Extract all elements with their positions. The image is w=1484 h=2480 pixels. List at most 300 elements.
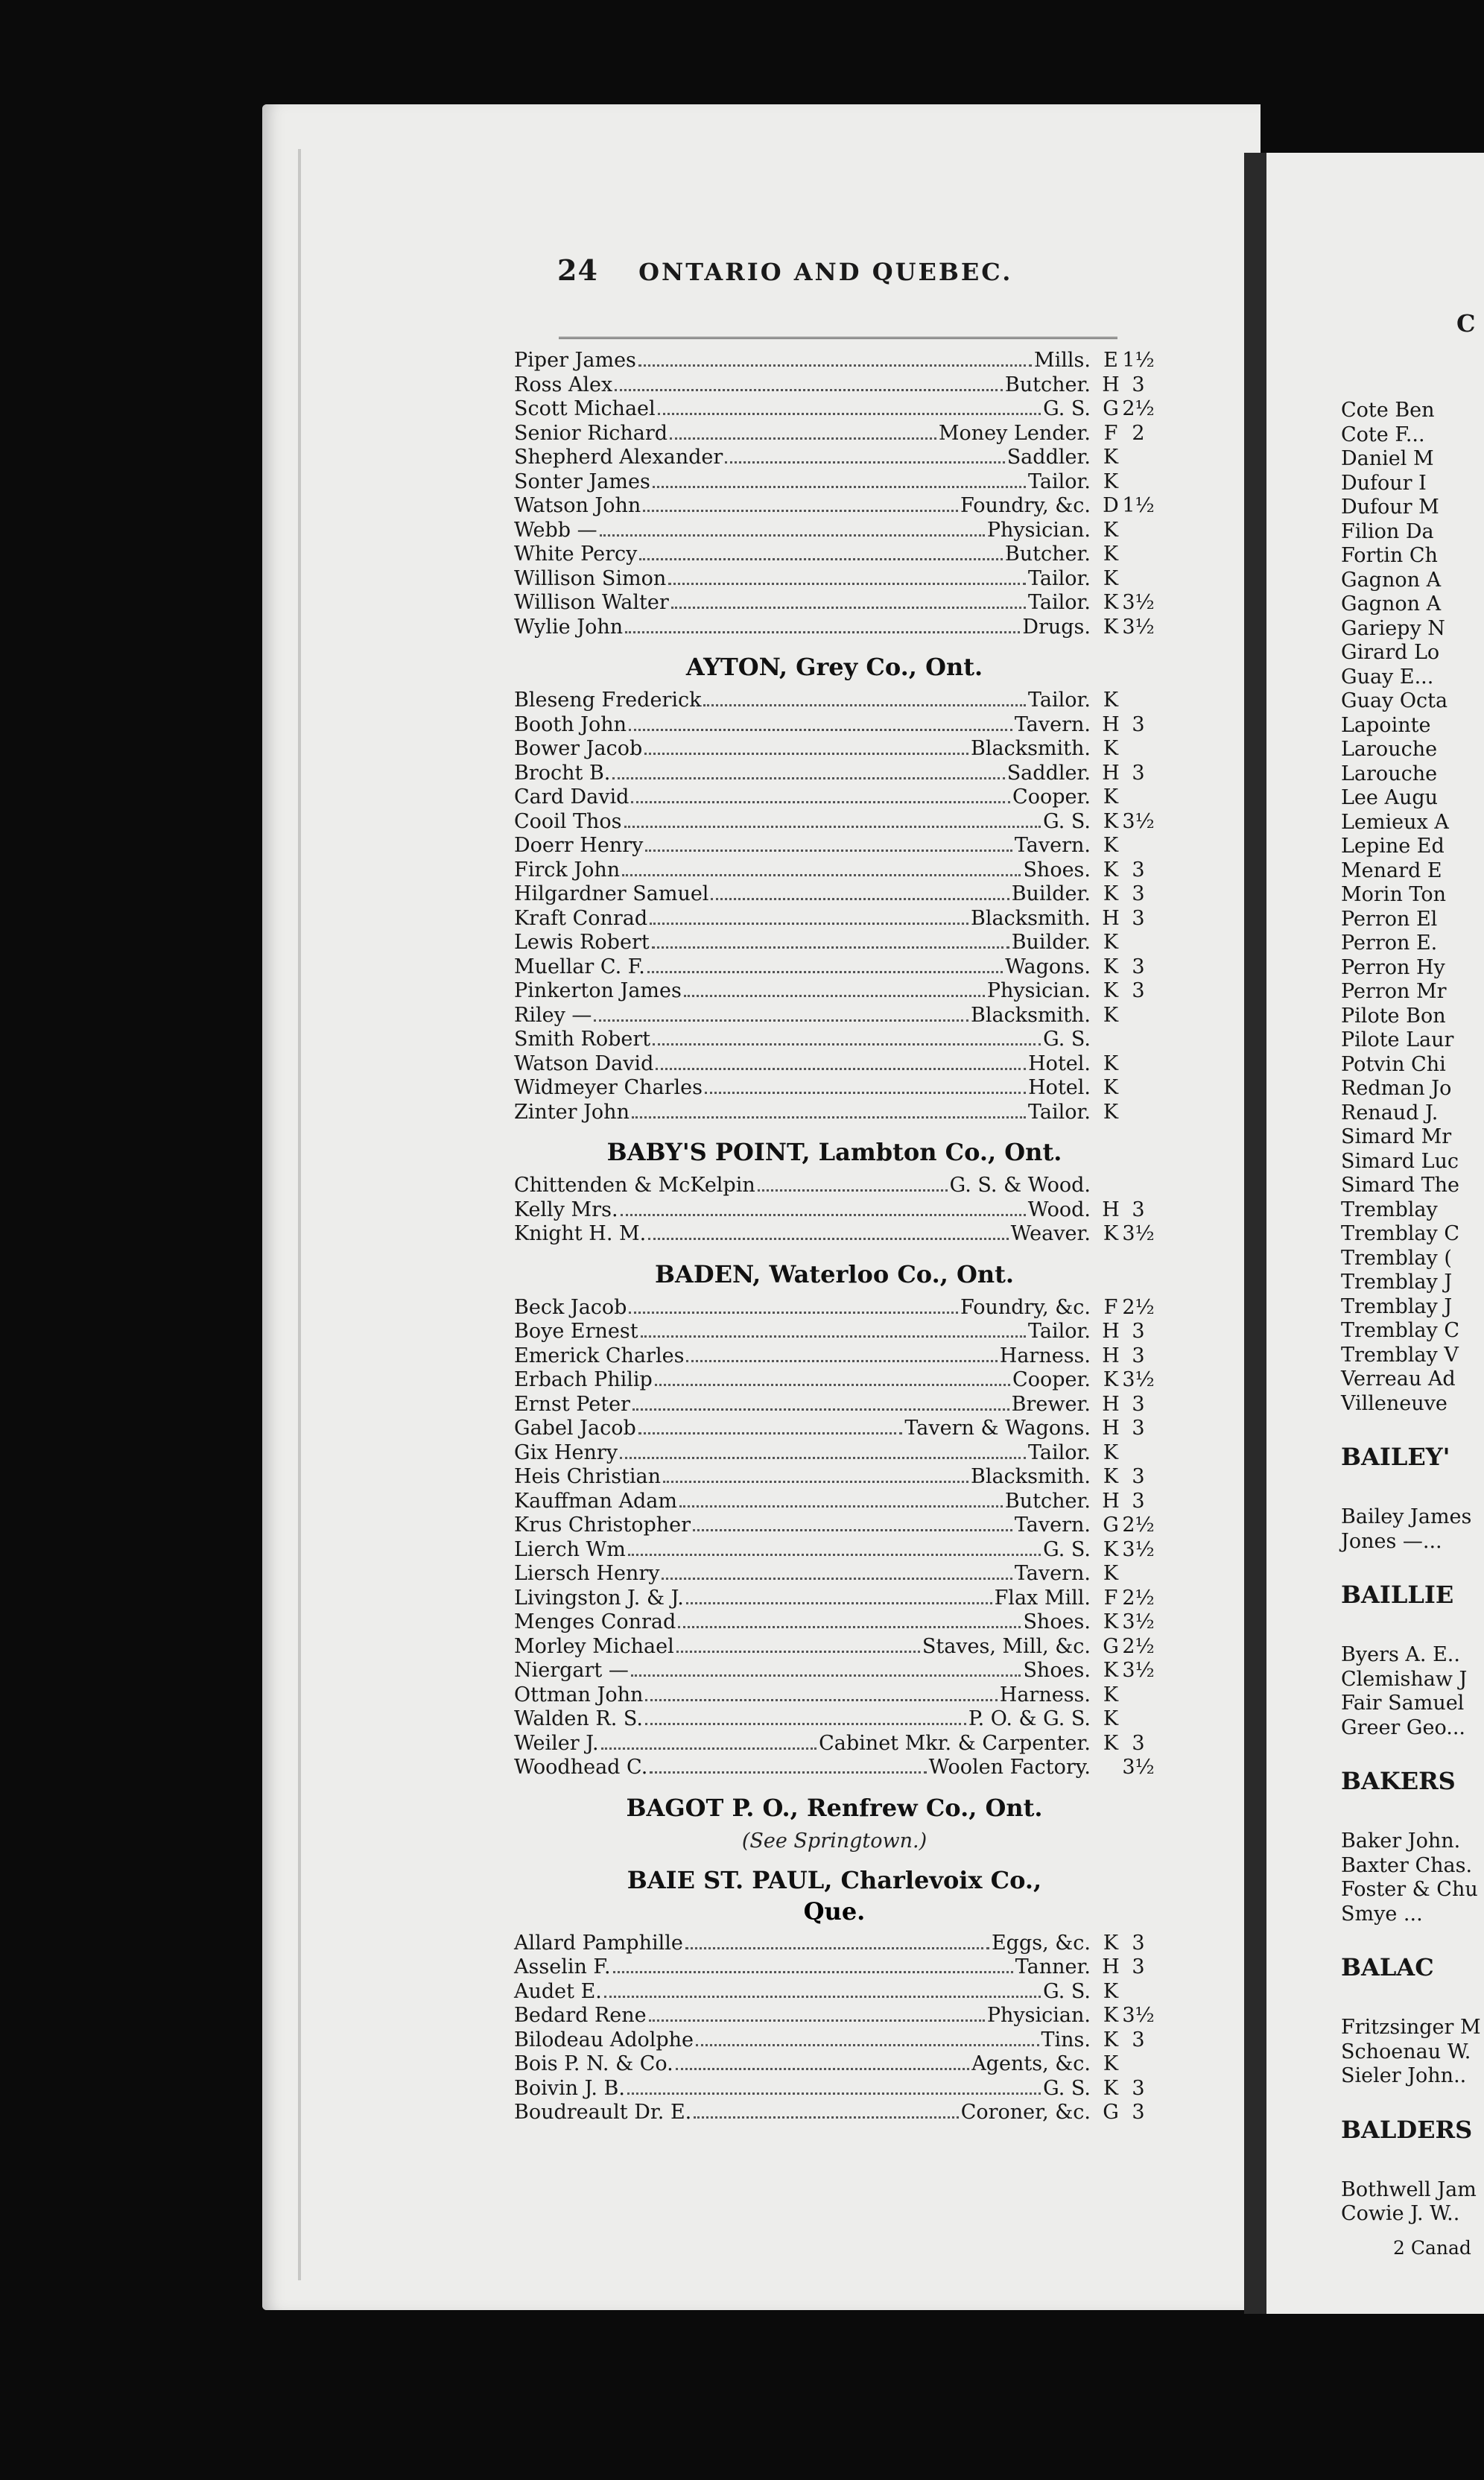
right-entry-fragment: Cote F... xyxy=(1341,423,1425,446)
directory-entry xyxy=(514,1610,1155,1635)
leader-dots xyxy=(686,1360,997,1362)
leader-dots xyxy=(703,704,1025,706)
town-name: BAIE ST. PAUL, xyxy=(627,1865,833,1894)
entry-credit: 1½ xyxy=(1122,494,1155,517)
entry-occupation: Flax Mill. xyxy=(994,1586,1091,1610)
entry-rating: F xyxy=(1103,1295,1118,1319)
leader-dots xyxy=(653,1043,1041,1046)
directory-entry xyxy=(514,1441,1155,1466)
leader-dots xyxy=(641,1335,1026,1338)
right-entry-fragment: Larouche xyxy=(1341,738,1438,761)
entry-occupation: G. S. xyxy=(1043,809,1091,833)
right-entry-fragment: Larouche xyxy=(1341,762,1438,785)
entry-name: Watson John xyxy=(514,494,641,517)
entry-name: Boye Ernest xyxy=(514,1320,638,1343)
entry-name: Boivin J. B. xyxy=(514,2076,625,2100)
entry-name: Asselin F. xyxy=(514,1955,611,1978)
entry-credit: 3 xyxy=(1132,373,1145,396)
entry-name: Card David xyxy=(514,785,630,809)
leader-dots xyxy=(613,1971,1013,1973)
entry-credit: 3½ xyxy=(1122,1756,1155,1779)
leader-dots xyxy=(686,1602,992,1604)
right-entry-fragment: Menard E xyxy=(1341,858,1442,882)
entry-name: Watson David xyxy=(514,1051,654,1075)
right-entry-fragment: Morin Ton xyxy=(1341,883,1446,906)
directory-entry xyxy=(514,1732,1155,1756)
entry-name: Smith Robert xyxy=(514,1028,651,1051)
leader-dots xyxy=(594,1019,968,1022)
directory-entry xyxy=(514,1368,1155,1393)
right-entry-fragment: Perron E. xyxy=(1341,931,1438,955)
directory-entry xyxy=(514,1707,1155,1732)
entry-name: Boudreault Dr. E. xyxy=(514,2101,692,2124)
entry-rating: H xyxy=(1102,1198,1120,1221)
leader-dots xyxy=(627,2092,1041,2095)
entry-occupation: Foundry, &c. xyxy=(960,494,1091,517)
entry-occupation: Tavern. xyxy=(1014,834,1091,857)
entry-name: Weiler J. xyxy=(514,1731,599,1755)
right-entry-fragment: Simard Luc xyxy=(1341,1149,1459,1173)
entry-rating: H xyxy=(1102,1344,1120,1367)
leader-dots xyxy=(645,1699,997,1701)
directory-entry xyxy=(514,1222,1155,1247)
leader-dots xyxy=(650,923,968,925)
entry-credit: 3 xyxy=(1132,1931,1145,1955)
right-entry-fragment: Pilote Bon xyxy=(1341,1004,1446,1028)
entry-name: Widmeyer Charles xyxy=(514,1076,703,1099)
entry-rating: K xyxy=(1103,446,1119,469)
right-entry-fragment: Fortin Ch xyxy=(1341,544,1438,567)
entry-occupation: Harness. xyxy=(999,1683,1091,1706)
directory-entry xyxy=(514,349,1155,373)
right-entry-fragment: Baxter Chas. xyxy=(1341,1853,1473,1877)
directory-entry xyxy=(514,1344,1155,1369)
directory-entry xyxy=(514,834,1155,858)
entry-credit: 3½ xyxy=(1122,1659,1155,1682)
directory-entry xyxy=(514,689,1155,713)
entry-name: Kauffman Adam xyxy=(514,1489,677,1513)
leader-dots xyxy=(601,1747,817,1750)
right-entry-fragment: Tremblay C xyxy=(1341,1319,1460,1342)
town-name: BAGOT P. O., xyxy=(626,1793,799,1822)
leader-dots xyxy=(620,1457,1026,1459)
directory-entry xyxy=(514,1683,1155,1708)
entry-rating: K xyxy=(1103,1100,1119,1124)
entry-name: Firck John xyxy=(514,858,621,882)
directory-entry xyxy=(514,955,1155,980)
right-entry-fragment: Renaud J. xyxy=(1341,1101,1439,1124)
entry-occupation: Mills. xyxy=(1034,349,1091,372)
directory-entry xyxy=(514,1538,1155,1563)
leader-dots xyxy=(663,1481,968,1483)
entry-rating: K xyxy=(1103,542,1119,566)
directory-entry xyxy=(514,1932,1155,1956)
directory-entry xyxy=(514,931,1155,955)
directory-entry xyxy=(514,858,1155,883)
entry-rating: F xyxy=(1103,421,1118,445)
right-entry-fragment: Perron El xyxy=(1341,907,1438,931)
entry-occupation: Builder. xyxy=(1011,882,1091,905)
entry-rating: K xyxy=(1103,1465,1119,1488)
entry-rating: H xyxy=(1102,373,1120,396)
entry-name: Gix Henry xyxy=(514,1440,618,1464)
entry-occupation: G. S. xyxy=(1043,397,1091,420)
entry-occupation: P. O. & G. S. xyxy=(968,1707,1091,1730)
entry-name: Livingston J. & J. xyxy=(514,1586,684,1610)
entry-occupation: Blacksmith. xyxy=(971,906,1091,930)
entry-credit: 3½ xyxy=(1122,1610,1155,1633)
entry-rating: K xyxy=(1103,2028,1119,2052)
entry-rating: K xyxy=(1103,615,1119,639)
right-section-heading: BALDERS xyxy=(1341,2115,1473,2144)
entry-rating: H xyxy=(1102,1489,1120,1513)
entry-occupation: Tailor. xyxy=(1027,566,1091,590)
entry-occupation: Eggs, &c. xyxy=(991,1931,1091,1955)
right-entry-fragment: Bailey James xyxy=(1341,1505,1472,1528)
right-entry-fragment: Clemishaw J xyxy=(1341,1667,1468,1691)
directory-entry xyxy=(514,1417,1155,1441)
directory-entry xyxy=(514,1028,1155,1052)
page-header xyxy=(557,253,1012,287)
right-entry-fragment: Villeneuve xyxy=(1341,1391,1447,1415)
directory-entry xyxy=(514,519,1155,543)
entry-rating: K xyxy=(1103,1659,1119,1682)
leader-dots xyxy=(648,1238,1008,1240)
entry-credit: 1½ xyxy=(1122,349,1155,372)
section-heading xyxy=(514,1866,1155,1894)
right-entry-fragment: Gagnon A xyxy=(1341,592,1442,616)
entry-credit: 3 xyxy=(1132,2101,1145,2124)
entry-rating: H xyxy=(1102,761,1120,785)
entry-rating: K xyxy=(1103,469,1119,493)
entry-rating: G xyxy=(1103,1513,1119,1537)
directory-entry xyxy=(514,422,1155,446)
entry-rating: G xyxy=(1103,397,1119,420)
right-entry-fragment: Simard Mr xyxy=(1341,1125,1452,1148)
directory-entry xyxy=(514,591,1155,616)
directory-entry xyxy=(514,2004,1155,2028)
entry-occupation: Physician. xyxy=(986,2004,1091,2027)
entry-rating: K xyxy=(1103,1979,1119,2003)
directory-entry xyxy=(514,1659,1155,1683)
directory-entry xyxy=(514,1174,1155,1198)
right-entry-fragment: Cowie J. W.. xyxy=(1341,2202,1460,2225)
leader-dots xyxy=(676,2068,970,2070)
county-name: Grey Co., Ont. xyxy=(796,653,983,681)
entry-name: Piper James xyxy=(514,349,636,372)
entry-name: Webb — xyxy=(514,518,597,542)
entry-rating: H xyxy=(1102,1392,1120,1416)
section-heading xyxy=(514,653,1155,681)
entry-credit: 3½ xyxy=(1122,615,1155,639)
right-entry-fragment: Greer Geo... xyxy=(1341,1715,1465,1739)
directory-entry xyxy=(514,737,1155,762)
entry-name: Gabel Jacob xyxy=(514,1417,636,1440)
leader-dots xyxy=(650,1771,926,1774)
entry-name: Emerick Charles xyxy=(514,1344,685,1367)
right-entry-fragment: Guay Octa xyxy=(1341,689,1448,712)
entry-rating: G xyxy=(1103,1634,1119,1658)
directory-entry xyxy=(514,1076,1155,1101)
entry-occupation: Wood. xyxy=(1027,1198,1091,1221)
leader-dots xyxy=(622,874,1021,876)
entry-occupation: Tailor. xyxy=(1027,1100,1091,1124)
right-entry-fragment: Redman Jo xyxy=(1341,1077,1452,1100)
entry-name: Kelly Mrs. xyxy=(514,1198,618,1221)
entry-rating: K xyxy=(1103,737,1119,760)
leader-dots xyxy=(676,1651,920,1653)
right-entry-fragment: Lepine Ed xyxy=(1341,835,1445,858)
entry-rating: E xyxy=(1103,349,1118,372)
entry-name: Krus Christopher xyxy=(514,1513,691,1537)
entry-name: Wylie John xyxy=(514,615,624,639)
entry-name: Knight H. M. xyxy=(514,1222,647,1245)
entry-name: Bedard Rene xyxy=(514,2004,647,2027)
entry-name: Muellar C. F. xyxy=(514,955,645,978)
right-entry-fragment: Verreau Ad xyxy=(1341,1367,1456,1391)
entry-rating: K xyxy=(1103,882,1119,905)
directory-entry xyxy=(514,397,1155,422)
entry-credit: 3 xyxy=(1132,1489,1145,1513)
entry-occupation: Foundry, &c. xyxy=(960,1295,1091,1319)
entry-occupation: Butcher. xyxy=(1004,542,1091,566)
right-section-heading: BAKERS xyxy=(1341,1767,1456,1795)
entry-occupation: Shoes. xyxy=(1023,1659,1091,1682)
right-entry-fragment: Cote Ben xyxy=(1341,399,1435,422)
directory-entry xyxy=(514,1296,1155,1320)
entry-credit: 3½ xyxy=(1122,809,1155,833)
entry-rating: H xyxy=(1102,1417,1120,1440)
directory-entry xyxy=(514,1587,1155,1611)
town-name: AYTON, xyxy=(685,653,787,681)
entry-name: White Percy xyxy=(514,542,638,566)
right-entry-fragment: Fritzsinger M xyxy=(1341,2016,1481,2039)
entry-rating: H xyxy=(1102,1320,1120,1343)
leader-dots xyxy=(684,995,985,997)
entry-occupation: Tavern & Wagons. xyxy=(904,1417,1091,1440)
entry-credit: 3 xyxy=(1132,1198,1145,1221)
entry-occupation: Hotel. xyxy=(1028,1051,1091,1075)
leader-dots xyxy=(705,1092,1026,1094)
entry-name: Morley Michael xyxy=(514,1634,674,1658)
right-entry-fragment: Fair Samuel xyxy=(1341,1692,1465,1715)
entry-credit: 3 xyxy=(1132,761,1145,785)
right-section-heading: BAILEY' xyxy=(1341,1443,1450,1471)
directory-entry xyxy=(514,810,1155,835)
entry-occupation: Hotel. xyxy=(1028,1076,1091,1099)
entry-rating: K xyxy=(1103,2004,1119,2027)
leader-dots xyxy=(711,898,1009,900)
entry-occupation: Cabinet Mkr. & Carpenter. xyxy=(819,1731,1091,1755)
entry-occupation: Money Lender. xyxy=(938,421,1091,445)
entry-occupation: G. S. xyxy=(1043,2076,1091,2100)
leader-dots xyxy=(628,1554,1041,1556)
entry-occupation: G. S. & Wood. xyxy=(949,1174,1091,1197)
right-entry-fragment: Pilote Laur xyxy=(1341,1028,1454,1051)
leader-dots xyxy=(644,753,968,755)
leader-dots xyxy=(670,437,936,440)
entry-occupation: G. S. xyxy=(1043,1979,1091,2003)
entry-name: Kraft Conrad xyxy=(514,906,648,930)
directory-entry xyxy=(514,1756,1155,1780)
directory-entry xyxy=(514,1004,1155,1028)
entry-credit: 3 xyxy=(1132,955,1145,978)
entry-occupation: Butcher. xyxy=(1004,373,1091,396)
entry-occupation: G. S. xyxy=(1043,1028,1091,1051)
entry-occupation: Harness. xyxy=(999,1344,1091,1367)
entry-occupation: Tailor. xyxy=(1027,689,1091,712)
right-entry-fragment: Schoenau W. xyxy=(1341,2040,1471,2063)
leader-dots xyxy=(600,534,985,537)
right-entry-fragment: Gariepy N xyxy=(1341,616,1445,640)
entry-rating: K xyxy=(1103,689,1119,712)
entry-credit: 3 xyxy=(1132,1392,1145,1416)
entry-occupation: Shoes. xyxy=(1023,1610,1091,1633)
entry-credit: 3 xyxy=(1132,1465,1145,1488)
entry-name: Ernst Peter xyxy=(514,1392,630,1416)
directory-entry xyxy=(514,1320,1155,1344)
leader-dots xyxy=(629,1312,957,1314)
directory-entry xyxy=(514,616,1155,640)
entry-rating: D xyxy=(1103,494,1119,517)
entry-name: Liersch Henry xyxy=(514,1562,660,1585)
entry-occupation: Builder. xyxy=(1011,931,1091,954)
entry-occupation: Drugs. xyxy=(1022,615,1091,639)
entry-occupation: Tins. xyxy=(1041,2028,1091,2052)
right-entry-fragment: Girard Lo xyxy=(1341,641,1440,664)
right-entry-fragment: Guay E... xyxy=(1341,665,1434,689)
entry-rating: K xyxy=(1103,591,1119,614)
entry-credit: 3 xyxy=(1132,979,1145,1002)
leader-dots xyxy=(604,1996,1041,1998)
entry-name: Bleseng Frederick xyxy=(514,689,702,712)
directory-entry xyxy=(514,1465,1155,1490)
entry-name: Lierch Wm xyxy=(514,1537,626,1561)
directory-entry xyxy=(514,907,1155,931)
right-page-footer: 2 Canad xyxy=(1393,2236,1471,2259)
leader-dots xyxy=(656,1068,1026,1070)
entry-occupation: Tavern. xyxy=(1014,1513,1091,1537)
right-entry-fragment: Foster & Chu xyxy=(1341,1878,1478,1901)
entry-credit: 3 xyxy=(1132,2076,1145,2100)
leader-dots xyxy=(615,389,1003,391)
entry-credit: 3 xyxy=(1132,1731,1145,1755)
entry-credit: 2½ xyxy=(1122,1586,1155,1610)
section-subtitle: Que. xyxy=(803,1897,866,1926)
entry-name: Pinkerton James xyxy=(514,979,682,1002)
leader-dots xyxy=(671,607,1026,609)
entry-occupation: Weaver. xyxy=(1010,1222,1091,1245)
entry-name: Allard Pamphille xyxy=(514,1931,683,1955)
entry-credit: 3½ xyxy=(1122,1222,1155,1245)
leader-dots xyxy=(649,2019,985,2022)
right-entry-fragment: Bothwell Jam xyxy=(1341,2177,1477,2201)
leader-dots xyxy=(643,510,958,512)
directory-entry xyxy=(514,713,1155,738)
directory-entry xyxy=(514,2077,1155,2101)
leader-dots xyxy=(612,777,1004,779)
right-entry-fragment: Filion Da xyxy=(1341,519,1434,543)
leader-dots xyxy=(638,1432,903,1434)
directory-entry xyxy=(514,1490,1155,1514)
entry-name: Ross Alex xyxy=(514,373,613,396)
leader-dots xyxy=(678,1626,1021,1628)
right-entry-fragment: Tremblay J xyxy=(1341,1271,1453,1294)
right-section-heading: BAILLIE xyxy=(1341,1581,1454,1609)
entry-rating: K xyxy=(1103,2076,1119,2100)
directory-entry xyxy=(514,446,1155,470)
entry-occupation: Cooper. xyxy=(1012,785,1091,809)
entry-rating: K xyxy=(1103,2052,1119,2075)
entry-rating: K xyxy=(1103,1003,1119,1027)
entry-credit: 3 xyxy=(1132,906,1145,930)
directory-entry xyxy=(514,785,1155,810)
entry-rating: G xyxy=(1103,2101,1119,2124)
entry-name: Walden R. S. xyxy=(514,1707,643,1730)
right-entry-fragment: Byers A. E.. xyxy=(1341,1643,1460,1666)
entry-name: Ottman John xyxy=(514,1683,644,1706)
entry-occupation: Tanner. xyxy=(1015,1955,1091,1978)
county-name: Renfrew Co., Ont. xyxy=(806,1793,1043,1822)
directory-entry xyxy=(514,979,1155,1004)
directory-entry xyxy=(514,1635,1155,1660)
county-name: Lambton Co., Ont. xyxy=(818,1138,1062,1166)
entry-rating: K xyxy=(1103,858,1119,882)
entry-rating: K xyxy=(1103,931,1119,954)
right-page-header-fragment: C xyxy=(1456,309,1476,338)
leader-dots xyxy=(638,364,1032,367)
leader-dots xyxy=(662,1578,1012,1580)
entry-rating: K xyxy=(1103,1222,1119,1245)
entry-rating: K xyxy=(1103,834,1119,857)
directory-entry xyxy=(514,1980,1155,2005)
entry-credit: 3½ xyxy=(1122,1537,1155,1561)
entry-occupation: G. S. xyxy=(1043,1537,1091,1561)
running-title: ONTARIO AND QUEBEC. xyxy=(638,258,1013,286)
leader-dots xyxy=(645,1723,966,1725)
entry-name: Niergart — xyxy=(514,1659,629,1682)
header-rule xyxy=(559,337,1117,339)
right-entry-fragment: Smye ... xyxy=(1341,1902,1423,1926)
right-entry-fragment: Dufour I xyxy=(1341,471,1427,495)
entry-name: Hilgardner Samuel xyxy=(514,882,709,905)
entry-name: Riley — xyxy=(514,1003,592,1027)
directory-entry xyxy=(514,373,1155,398)
right-entry-fragment: Potvin Chi xyxy=(1341,1052,1446,1076)
entry-occupation: Blacksmith. xyxy=(971,1465,1091,1488)
leader-dots xyxy=(639,558,1003,560)
entry-credit: 3½ xyxy=(1122,591,1155,614)
entry-rating: K xyxy=(1103,979,1119,1002)
right-entry-fragment: Sieler John.. xyxy=(1341,2064,1467,2087)
leader-dots xyxy=(631,1674,1021,1677)
entry-name: Sonter James xyxy=(514,469,650,493)
entry-name: Bilodeau Adolphe xyxy=(514,2028,694,2052)
leader-dots xyxy=(629,729,1012,731)
leader-dots xyxy=(621,1214,1026,1216)
entry-rating: K xyxy=(1103,1731,1119,1755)
entry-rating: K xyxy=(1103,1683,1119,1706)
entry-occupation: Staves, Mill, &c. xyxy=(922,1634,1091,1658)
leader-dots xyxy=(679,1505,1003,1508)
directory-entry xyxy=(514,2052,1155,2077)
entry-occupation: Butcher. xyxy=(1004,1489,1091,1513)
cross-reference-note: (See Springtown.) xyxy=(741,1829,928,1853)
right-entry-fragment: Daniel M xyxy=(1341,447,1434,470)
directory-entry xyxy=(514,1198,1155,1223)
entry-rating: K xyxy=(1103,1076,1119,1099)
entry-credit: 3 xyxy=(1132,1417,1145,1440)
